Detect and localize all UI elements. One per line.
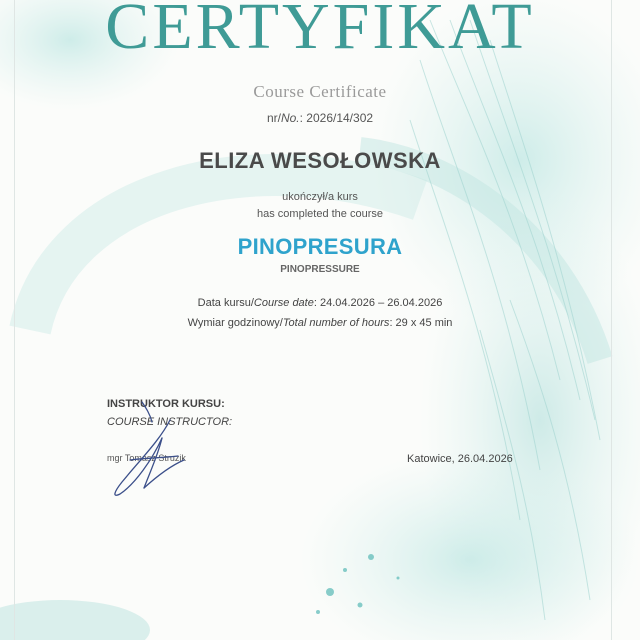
completed-text-en: has completed the course [257,208,383,220]
number-label-pl: nr/ [266,111,281,125]
place-and-date: Katowice, 26.04.2026 [407,453,513,465]
date-value: : 24.04.2026 – 26.04.2026 [313,297,443,309]
recipient-name: ELIZA WESOŁOWSKA [199,148,441,173]
course-name: PINOPRESURA [237,234,403,259]
certificate-title: CERTYFIKAT [105,0,535,63]
date-label-en: Course date [253,297,314,309]
number-label-en: No. [280,111,300,125]
certificate-subtitle: Course Certificate [253,82,387,101]
course-hours [0,317,640,329]
certificate-number [0,111,640,125]
hours-label-pl: Wymiar godzinowy/ [187,317,283,329]
number-value: : 2026/14/302 [299,111,374,125]
date-label-pl: Data kursu/ [197,297,254,309]
course-name-en: PINOPRESSURE [280,264,360,275]
instructor-label-pl: INSTRUKTOR KURSU: [107,398,225,410]
completed-text-pl: ukończył/a kurs [282,191,358,203]
instructor-name: mgr Tomasz Struzik [107,453,186,463]
hours-value: : 29 x 45 min [389,317,453,329]
instructor-label-en: COURSE INSTRUCTOR: [107,416,233,428]
instructor-signature [100,400,220,510]
course-date [0,297,640,309]
hours-label-en: Total number of hours [282,317,390,329]
